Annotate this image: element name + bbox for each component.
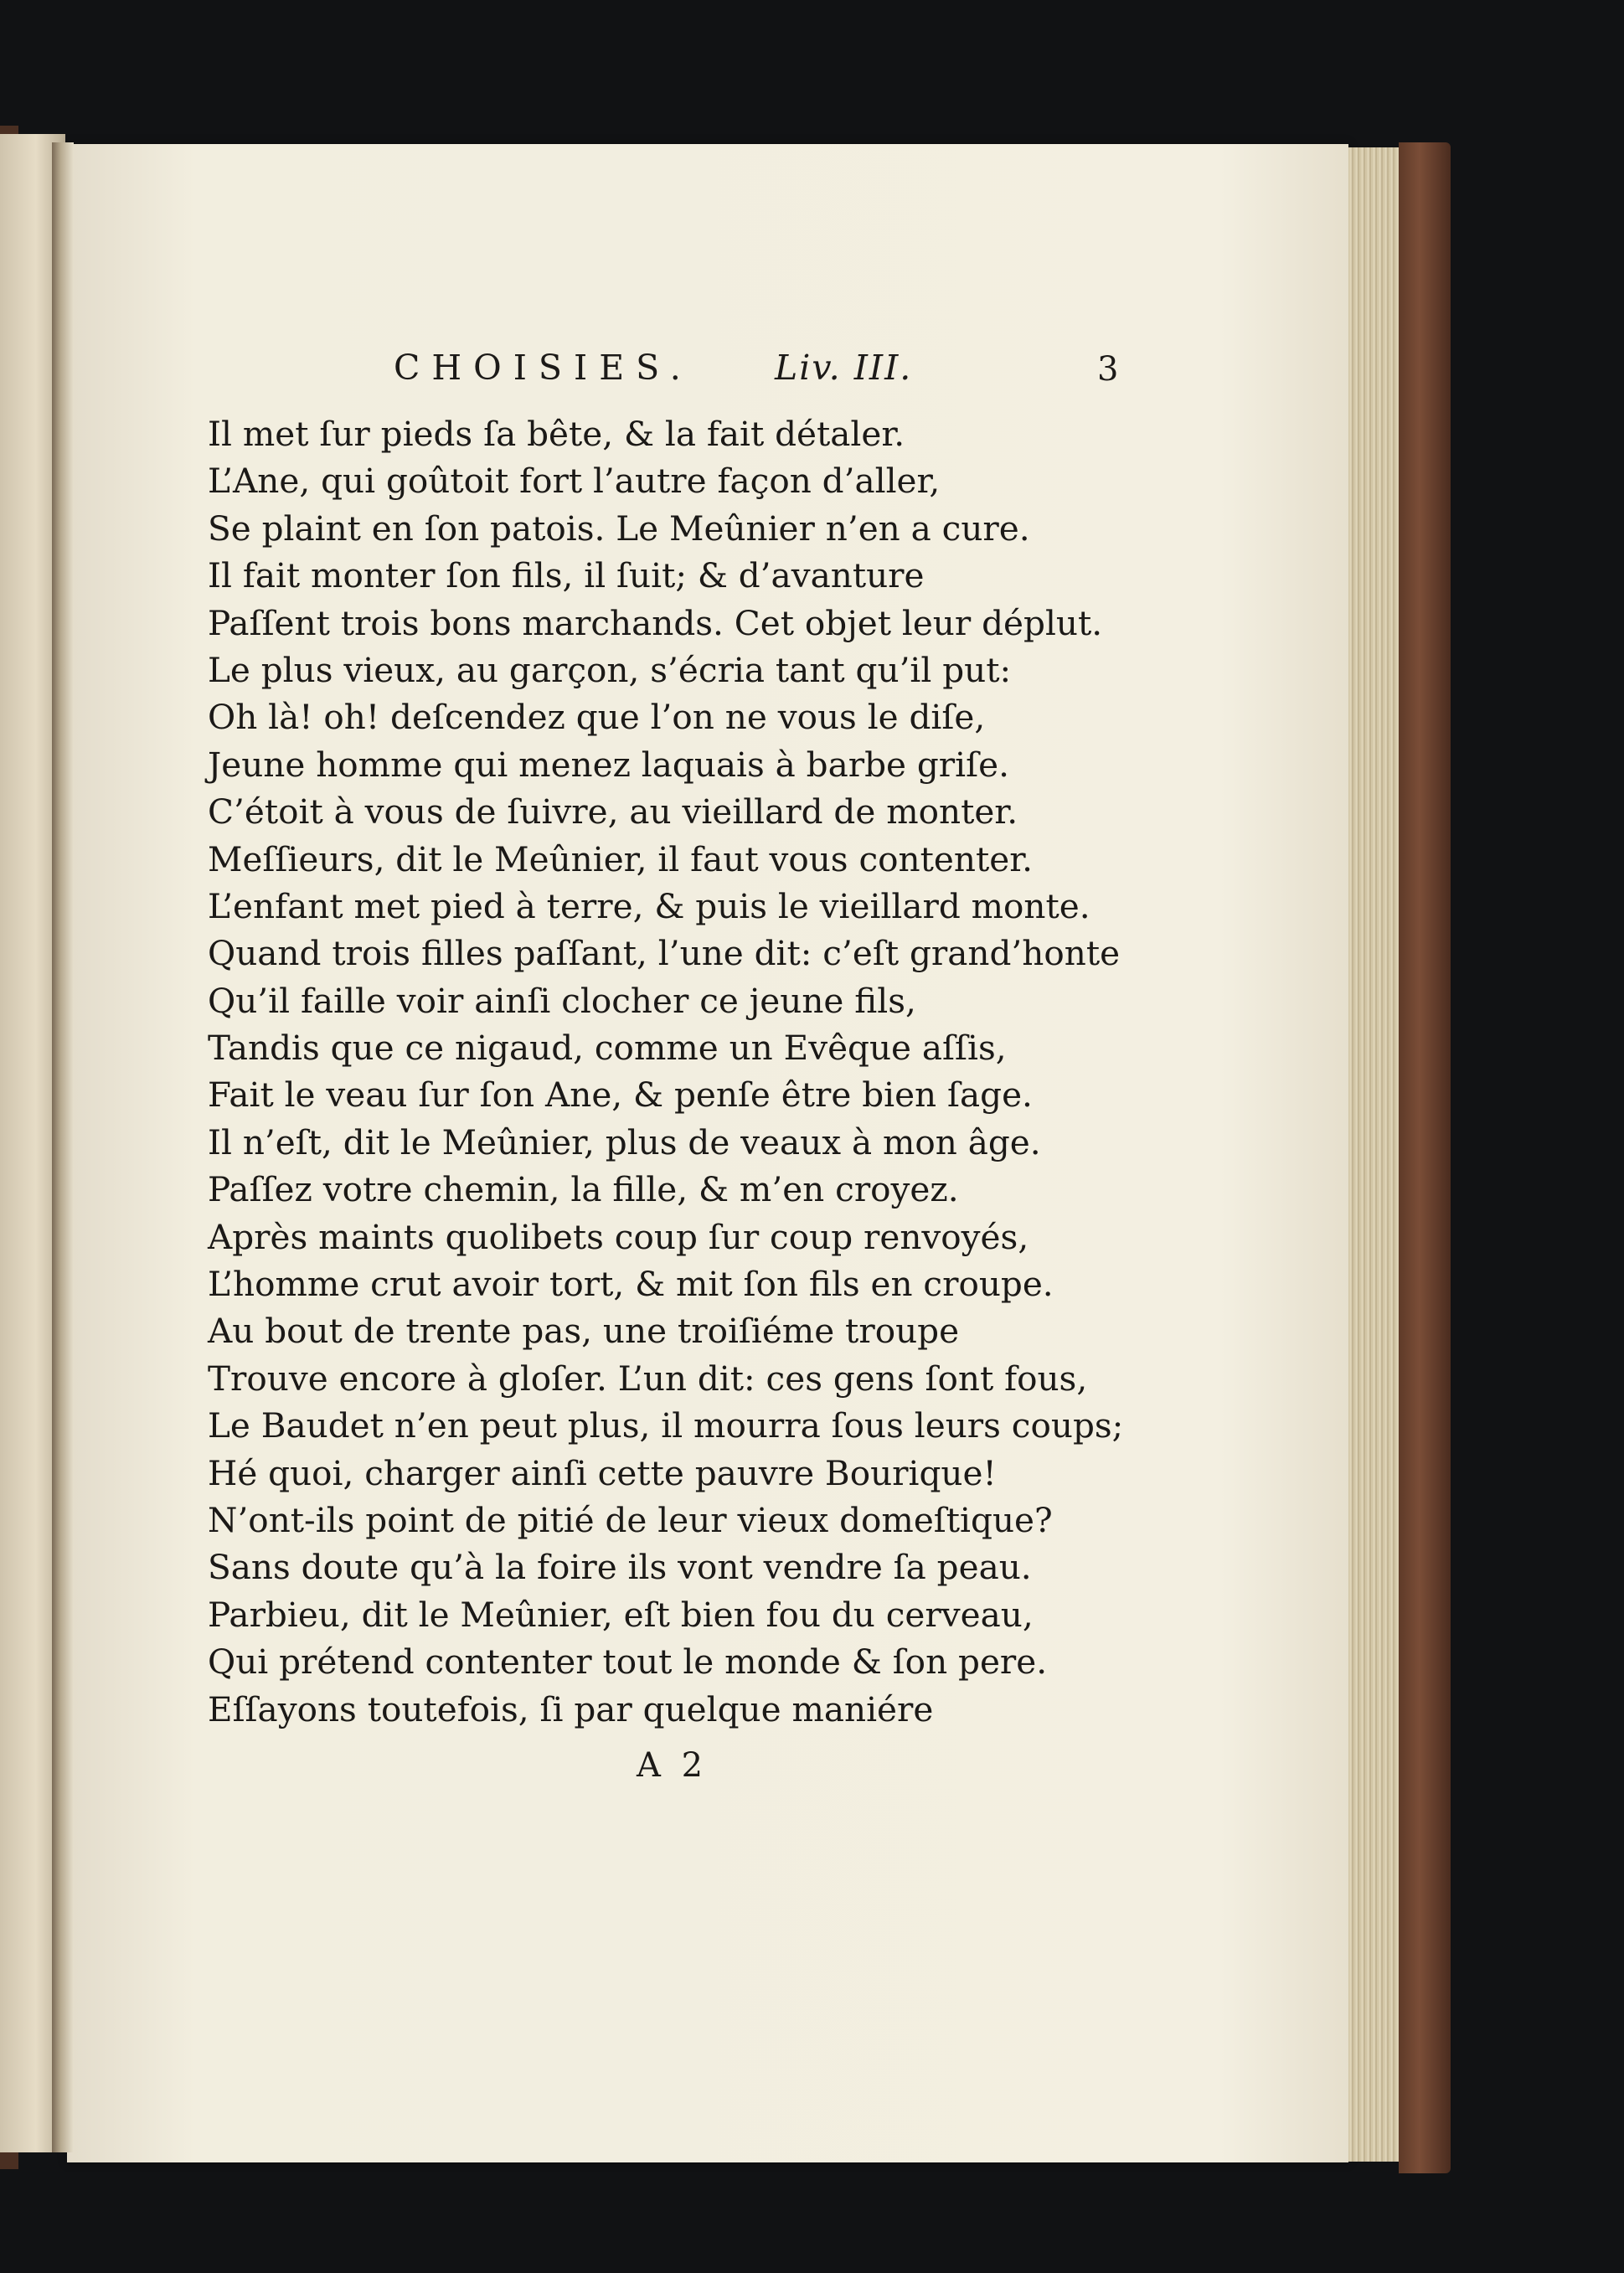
verse-line: C’étoit à vous de ſuivre, au vieillard de monter. [208, 791, 1018, 832]
verse-line: Sans doute qu’à la foire ils vont vendre ſa peau. [208, 1547, 1032, 1588]
verse-line: Oh là! oh! deſcendez que l’on ne vous le diſe, [208, 697, 986, 738]
verse-line: Trouve encore à gloſer. L’un dit: ces gens ſont fous, [208, 1358, 1088, 1399]
verse-line: Paſſent trois bons marchands. Cet objet leur déplut. [208, 602, 1103, 643]
verse-line: Fait le veau ſur ſon Ane, & penſe être bien ſage. [208, 1075, 1033, 1116]
page-gutter [52, 142, 74, 2152]
verse-line: L’homme crut avoir tort, & mit ſon fils en croupe. [208, 1264, 1054, 1305]
verse-text [208, 410, 1179, 1733]
verse-line: L’enfant met pied à terre, & puis le vieillard monte. [208, 885, 1090, 926]
verse-line: Jeune homme qui menez laquais à barbe griſe. [208, 744, 1009, 785]
verse-line: Quand trois filles paſſant, l’une dit: c’eſt grand’honte [208, 933, 1121, 974]
page-number: 3 [1097, 350, 1119, 389]
verse-line: Après maints quolibets coup ſur coup renvoyés, [208, 1216, 1029, 1257]
verse-line: N’ont-ils point de pitié de leur vieux domeſtique? [208, 1499, 1053, 1540]
verse-line: Paſſez votre chemin, la fille, & m’en croyez. [208, 1169, 959, 1210]
verse-line: Parbieu, dit le Meûnier, eſt bien fou du cerveau, [208, 1594, 1034, 1635]
verse-line: Tandis que ce nigaud, comme un Evêque aſſis, [208, 1028, 1007, 1069]
verse-line: Qui prétend contenter tout le monde & ſon pere. [208, 1642, 1048, 1683]
running-header [394, 343, 1147, 402]
verse-line: Meſſieurs, dit le Meûnier, il faut vous contenter. [208, 838, 1033, 879]
page-block-edges [1348, 147, 1399, 2162]
verse-line: Il fait monter ſon fils, il ſuit; & d’avanture [208, 555, 925, 596]
verse-line: Le plus vieux, au garçon, s’écria tant qu’il put: [208, 649, 1012, 690]
verse-line: Se plaint en ſon patois. Le Meûnier n’en a cure. [208, 508, 1030, 549]
running-title: CHOISIES. [394, 348, 693, 388]
verse-line: Qu’il faille voir ainſi clocher ce jeune fils, [208, 980, 916, 1021]
verse-line: L’Ane, qui goûtoit fort l’autre façon d’aller, [208, 461, 941, 502]
verse-line: Eſſayons toutefois, ſi par quelque maniére [208, 1688, 934, 1729]
book-reference: Liv. III. [775, 348, 913, 388]
verse-line: Il met ſur pieds ſa bête, & la fait détaler. [208, 414, 905, 454]
back-cover-edge [1399, 142, 1451, 2173]
verse-line: Le Baudet n’en peut plus, il mourra ſous leurs coups; [208, 1405, 1124, 1446]
verse-line: Il n’eſt, dit le Meûnier, plus de veaux à mon âge. [208, 1121, 1041, 1162]
verse-line: Au bout de trente pas, une troiſiéme troupe [208, 1311, 960, 1352]
signature-mark: A 2 [637, 1746, 709, 1785]
verse-line: Hé quoi, charger ainſi cette pauvre Bourique! [208, 1452, 997, 1493]
